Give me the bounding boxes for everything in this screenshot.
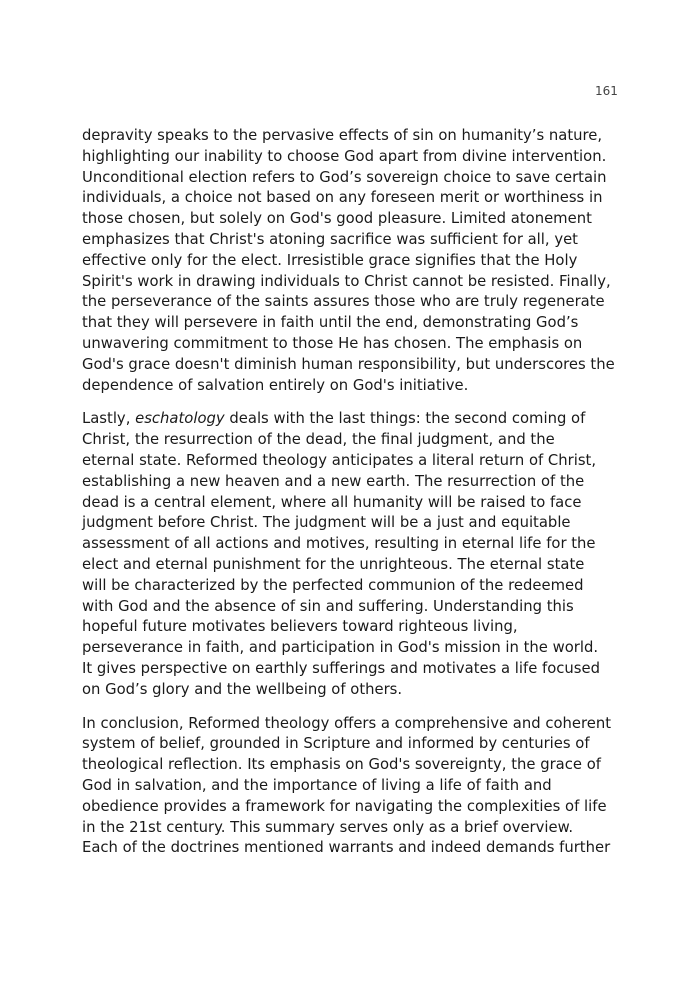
text-line: perseverance in faith, and participation in God's mission in the world. [82, 639, 599, 657]
emphasis-term: eschatology [135, 410, 225, 428]
text-line: elect and eternal punishment for the unrighteous. The eternal state [82, 555, 585, 573]
text-line: effective only for the elect. Irresistible grace signifies that the Holy [82, 251, 578, 269]
text-line [82, 409, 622, 430]
text-line: theological reflection. Its emphasis on God's sovereignty, the grace of [82, 756, 601, 774]
text-line: those chosen, but solely on God's good pleasure. Limited atonement [82, 210, 592, 228]
text-line: system of belief, grounded in Scripture and informed by centuries of [82, 735, 590, 753]
text-line: in the 21st century. This summary serves only as a brief overview. [82, 818, 574, 836]
text-line: assessment of all actions and motives, resulting in eternal life for the [82, 535, 596, 553]
text-fragment: deals with the last things: the second coming of [224, 410, 586, 428]
page-number: 161 [595, 84, 618, 98]
text-line: God's grace doesn't diminish human responsibility, but underscores the [82, 355, 615, 373]
text-line: highlighting our inability to choose God apart from divine intervention. [82, 147, 607, 165]
text-line: dependence of salvation entirely on God's initiative. [82, 376, 469, 394]
text-line: emphasizes that Christ's atoning sacrifice was sufficient for all, yet [82, 230, 578, 248]
text-line: Spirit's work in drawing individuals to Christ cannot be resisted. Finally, [82, 272, 611, 290]
text-line: unwavering commitment to those He has chosen. The emphasis on [82, 334, 583, 352]
text-line: judgment before Christ. The judgment will be a just and equitable [82, 514, 571, 532]
text-fragment: Lastly, [82, 410, 136, 428]
text-line: Christ, the resurrection of the dead, the final judgment, and the [82, 431, 555, 449]
text-line: dead is a central element, where all humanity will be raised to face [82, 493, 582, 511]
text-line: individuals, a choice not based on any foreseen merit or worthiness in [82, 189, 603, 207]
paragraph-tulip-summary [82, 126, 622, 396]
text-line: on God’s glory and the wellbeing of others. [82, 680, 403, 698]
text-line: In conclusion, Reformed theology offers a comprehensive and coherent [82, 714, 612, 732]
body-text [82, 126, 622, 872]
text-line: hopeful future motivates believers toward righteous living, [82, 618, 518, 636]
text-line: that they will persevere in faith until the end, demonstrating God’s [82, 314, 579, 332]
text-line: Unconditional election refers to God’s sovereign choice to save certain [82, 168, 607, 186]
text-line: eternal state. Reformed theology anticipates a literal return of Christ, [82, 451, 597, 469]
paragraph-conclusion [82, 714, 622, 860]
text-line: with God and the absence of sin and suffering. Understanding this [82, 597, 574, 615]
paragraph-eschatology [82, 409, 622, 700]
text-line: obedience provides a framework for navigating the complexities of life [82, 797, 607, 815]
text-line: the perseverance of the saints assures those who are truly regenerate [82, 293, 605, 311]
text-line: It gives perspective on earthly sufferings and motivates a life focused [82, 659, 600, 677]
text-line: God in salvation, and the importance of living a life of faith and [82, 776, 552, 794]
text-line: will be characterized by the perfected communion of the redeemed [82, 576, 584, 594]
text-line: establishing a new heaven and a new earth. The resurrection of the [82, 472, 585, 490]
text-line: depravity speaks to the pervasive effects of sin on humanity’s nature, [82, 127, 603, 144]
text-line: Each of the doctrines mentioned warrants and indeed demands further [82, 839, 611, 857]
